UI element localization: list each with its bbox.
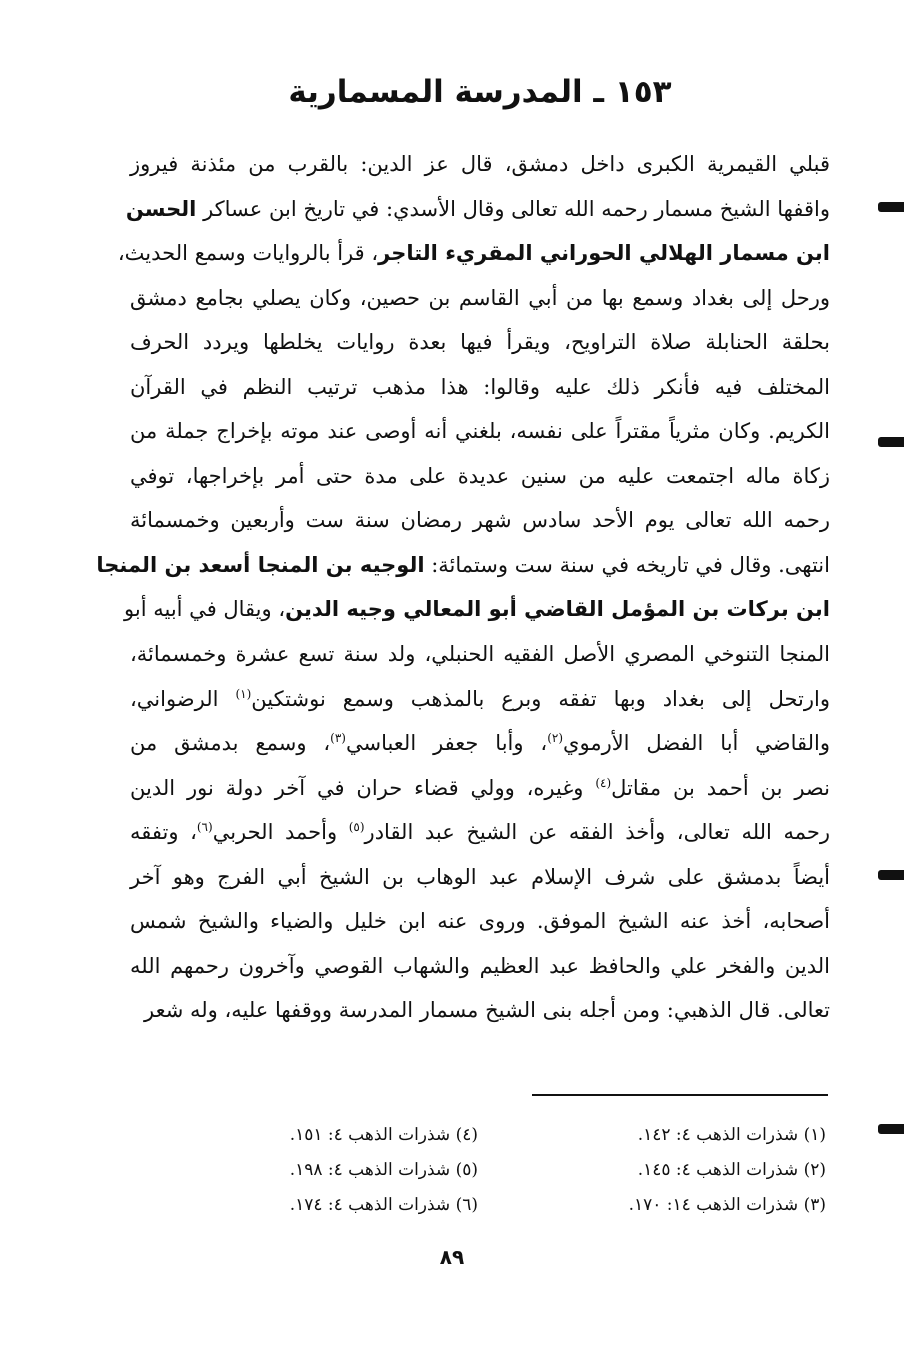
text-span: الرضواني، — [130, 686, 236, 711]
text-span: وغيره، وولي قضاء حران في آخر دولة نور الدين — [130, 775, 596, 800]
text-span: الدين والفخر علي والحافظ عبد العظيم والشهاب القوصي وآخرون رحمهم الله — [130, 953, 830, 978]
text-line — [130, 810, 830, 855]
text-line — [130, 899, 830, 944]
text-line — [130, 632, 830, 677]
footnote-marker: (١) — [235, 686, 252, 701]
text-line — [130, 276, 830, 321]
text-span: رحمه الله تعالى يوم الأحد سادس شهر رمضان سنة ست وأربعين وخمسمائة — [130, 508, 830, 533]
text-span: تعالى. قال الذهبي: ومن أجله بنى الشيخ مسمار المدرسة ووقفها عليه، وله شعر — [144, 998, 830, 1023]
text-line — [130, 766, 830, 811]
text-span: وارتحل إلى بغداد وبها تفقه وبرع بالمذهب وسمع نوشتكين — [251, 686, 830, 711]
page-header-title: ١٥٣ ـ المدرسة المسمارية — [288, 74, 672, 110]
text-span: نصر بن أحمد بن مقاتل — [611, 775, 830, 800]
text-span: ورحل إلى بغداد وسمع بها من أبي القاسم بن حصين، وكان يصلي بجامع دمشق — [130, 285, 830, 310]
text-span: أصحابه، أخذ عنه الشيخ الموفق. وروى عنه ابن خليل والضياء والشيخ شمس — [130, 909, 830, 934]
footnote-1: (١) شذرات الذهب ٤: ١٤٢. — [637, 1125, 826, 1145]
bold-name-span: الوجيه بن المنجا أسعد بن المنجا — [96, 552, 425, 577]
text-line — [130, 454, 830, 499]
text-span: قبلي القيمرية الكبرى داخل دمشق، قال عز الدين: بالقرب من مئذنة فيروز — [130, 152, 830, 176]
text-line — [130, 721, 830, 766]
text-line — [130, 944, 830, 989]
margin-mark — [878, 870, 904, 880]
text-span: رحمه الله تعالى، وأخذ الفقه عن الشيخ عبد القادر — [364, 820, 830, 845]
text-span: ، وأبا جعفر العباسي — [345, 731, 548, 756]
footnote-marker: (٤) — [595, 775, 612, 790]
footnote-marker: (٥) — [348, 820, 365, 835]
text-span: والقاضي أبا الفضل الأرموي — [563, 731, 830, 756]
text-line — [130, 365, 830, 410]
text-line — [125, 187, 830, 232]
text-line — [117, 231, 830, 276]
margin-mark — [878, 1124, 904, 1134]
footnote-separator — [532, 1094, 828, 1096]
text-span: المختلف فيه فأنكر ذلك عليه وقالوا: هذا مذهب ترتيب النظم في القرآن — [130, 374, 830, 399]
bold-name-span: الحسن — [125, 196, 197, 221]
text-line — [130, 988, 830, 1033]
text-line — [96, 543, 830, 588]
text-span: انتهى. وقال في تاريخه في سنة ست وستمائة: — [424, 552, 830, 577]
text-span: ، قرأ بالروايات وسمع الحديث، — [117, 241, 379, 266]
text-line — [130, 677, 830, 722]
footnote-marker: (٣) — [330, 731, 346, 746]
text-span: ، وسمع بدمشق من — [130, 731, 331, 756]
text-span: ، وتفقه — [130, 820, 197, 845]
footnote-2: (٢) شذرات الذهب ٤: ١٤٥. — [637, 1160, 826, 1180]
body-text — [96, 142, 830, 1033]
footnote-marker: (٦) — [196, 820, 213, 835]
text-span: زكاة ماله اجتمعت عليه من سنين عديدة على مدة حتى أمر بإخراجها، توفي — [130, 463, 830, 488]
footnote-marker: (٢) — [547, 731, 564, 746]
footnotes-left-column — [228, 1118, 478, 1223]
text-span: وأحمد الحربي — [212, 820, 349, 845]
text-span: بحلقة الحنابلة صلاة التراويح، ويقرأ فيها بعدة روايات يخلطها ويردد الحرف — [130, 330, 830, 355]
text-line — [124, 587, 830, 632]
footnote-3: (٣) شذرات الذهب ١٤: ١٧٠. — [628, 1195, 826, 1215]
bold-name-span: ابن بركات بن المؤمل القاضي أبو المعالي وجيه الدين — [285, 597, 830, 622]
text-span: أيضاً بدمشق على شرف الإسلام عبد الوهاب بن الشيخ أبي الفرج وهو آخر — [130, 864, 830, 889]
footnote-5: (٥) شذرات الذهب ٤: ١٩٨. — [289, 1160, 478, 1180]
footnote-4: (٤) شذرات الذهب ٤: ١٥١. — [289, 1125, 478, 1145]
margin-mark — [878, 202, 904, 212]
text-line — [130, 498, 830, 543]
text-span: واقفها الشيخ مسمار رحمه الله تعالى وقال الأسدي: في تاريخ ابن عساكر — [196, 196, 830, 221]
text-span: المنجا التنوخي المصري الأصل الفقيه الحنبلي، ولد سنة تسع عشرة وخمسمائة، — [130, 642, 830, 667]
page-number: ٨٩ — [439, 1245, 465, 1269]
text-line — [130, 320, 830, 365]
text-span: الكريم. وكان مثرياً مقتراً على نفسه، بلغني أنه أوصى عند موته بإخراج جملة من — [130, 419, 830, 444]
text-line — [130, 855, 830, 900]
footnote-6: (٦) شذرات الذهب ٤: ١٧٤. — [289, 1195, 478, 1215]
text-line — [130, 142, 830, 187]
text-line — [130, 409, 830, 454]
margin-mark — [878, 437, 904, 447]
footnotes-right-column — [566, 1118, 826, 1223]
bold-name-span: ابن مسمار الهلالي الحوراني المقريء التاجر — [378, 241, 830, 266]
text-span: ، ويقال في أبيه أبو — [124, 597, 286, 622]
